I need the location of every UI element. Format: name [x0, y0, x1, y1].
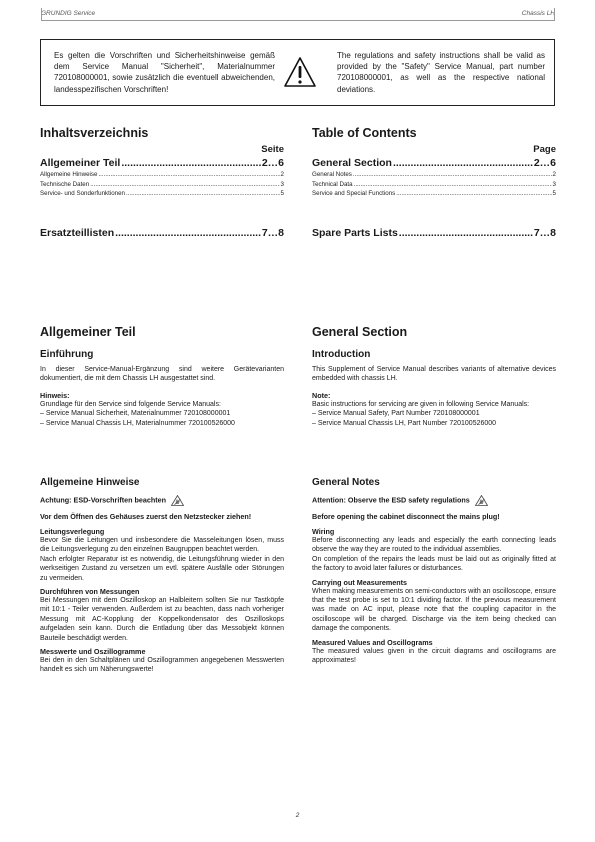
note-item: – Service Manual Chassis LH, Part Number 720100526000: [312, 419, 497, 427]
page-header: [41, 8, 555, 22]
toc-entry-pages: 7…8: [533, 227, 556, 239]
intro-text: This Supplement of Service Manual describes variants of alternative devices embedded with chassis LH.: [312, 366, 556, 383]
toc-leader-dots: [393, 157, 533, 169]
toc-item-page: 3: [280, 180, 284, 188]
esd-warning: [312, 495, 556, 506]
toc-item-page: 3: [552, 180, 556, 188]
toc-leader-dots: [126, 190, 280, 197]
toc-leader-dots: [90, 181, 279, 188]
toc-en: [312, 126, 556, 239]
toc-entry-pages: 2…6: [533, 157, 556, 169]
general-notes-de: [40, 477, 284, 675]
subsection-heading: Leitungsverlegung: [40, 527, 105, 536]
subsection-heading: Messwerte und Oszillogramme: [40, 647, 146, 657]
subsection-heading: Carrying out Measurements: [312, 577, 408, 587]
general-section-de: [40, 325, 284, 428]
toc-en-item[interactable]: [312, 171, 556, 178]
safety-notice-box: [40, 39, 555, 106]
toc-item-label: General Notes: [312, 171, 352, 178]
section-title: Allgemeiner Teil: [40, 325, 136, 339]
safety-text-de: Es gelten die Vorschriften und Sicherheitshinweise gemäß dem Service Manual "Sicherheit", Materialnummer 720108000001, sowie zusätzlich die eventuell abweichenden, landesspezifischen Vorschriften!: [54, 51, 275, 94]
header-chassis: Chassis LH: [521, 10, 555, 17]
note-text: Basic instructions for servicing are given in following Service Manuals:: [312, 400, 530, 408]
toc-entry-label: Allgemeiner Teil: [40, 157, 121, 169]
toc-en-item[interactable]: [312, 181, 556, 188]
toc-leader-dots: [396, 190, 551, 197]
toc-de-item[interactable]: [40, 190, 284, 197]
note-text: Grundlage für den Service sind folgende Service Manuals:: [40, 400, 221, 408]
page-number: 2: [295, 812, 300, 819]
toc-item-page: 5: [552, 190, 556, 197]
toc-leader-dots: [354, 181, 552, 188]
toc-item-label: Technische Daten: [40, 180, 90, 188]
body-text: Before disconnecting any leads and especially the earth connecting leads observe the way they are routed to the individual assemblies.: [312, 537, 556, 554]
body-text: Nach erfolgter Reparatur ist es notwendig, die Leitungsführung wieder in den werkseitigen Zustand zu versetzen um evtl. spätere Ausfälle oder Störungen zu vermeiden.: [40, 555, 284, 582]
intro-heading: Introduction: [312, 349, 371, 360]
header-right-tick: [554, 8, 555, 20]
safety-text-en: The regulations and safety instructions shall be valid as provided by the "Safety" Service Manual, part number 720108000001, as well as the respective national deviations.: [337, 51, 545, 94]
mains-warning: Vor dem Öffnen des Gehäuses zuerst den Netzstecker ziehen!: [40, 512, 252, 521]
notes-heading: Allgemeine Hinweise: [40, 477, 140, 488]
header-left-tick: [41, 8, 42, 20]
subsection-heading: Wiring: [312, 527, 335, 536]
toc-leader-dots: [399, 227, 533, 239]
body-text: When making measurements on semi-conductors with an oscilloscope, ensure that the test probe is set to 10:1 dividing factor. If the previous measurement was made on AC input, please note that the coupling capacitor in the oscilloscope will be charged. Discharge via the item being checked can damage the components.: [312, 587, 556, 633]
subsection-heading: Durchführen von Messungen: [40, 587, 140, 597]
header-brand: GRUNDIG Service: [41, 10, 96, 17]
toc-de-page-label: Seite: [261, 144, 284, 155]
note-item: – Service Manual Sicherheit, Materialnummer 720108000001: [40, 410, 231, 418]
toc-en-title: Table of Contents: [312, 126, 417, 140]
subsection-heading: Measured Values and Oscillograms: [312, 637, 433, 647]
toc-en-page-label: Page: [533, 144, 556, 155]
toc-en-item[interactable]: [312, 190, 556, 197]
toc-item-page: 2: [552, 171, 556, 178]
body-text: The measured values given in the circuit diagrams and oscillograms are approximates!: [312, 647, 556, 665]
toc-item-label: Technical Data: [312, 180, 353, 188]
note-heading: Note:: [312, 390, 331, 400]
toc-item-page: 5: [280, 190, 284, 197]
note-item: – Service Manual Safety, Part Number 720108000001: [312, 410, 480, 418]
toc-entry-pages: 7…8: [261, 227, 284, 239]
intro-text: In dieser Service-Manual-Ergänzung sind weitere Gerätevarianten dokumentiert, die mit dem Chassis LH ausgestattet sind.: [40, 366, 284, 383]
note-heading: Hinweis:: [40, 390, 70, 400]
toc-en-main-entry[interactable]: [312, 157, 556, 169]
toc-entry-label: Ersatzteillisten: [40, 227, 115, 239]
note-item: – Service Manual Chassis LH, Materialnummer 720100526000: [40, 419, 235, 427]
toc-item-label: Service- und Sonderfunktionen: [40, 190, 125, 197]
esd-warning-text: Attention: Observe the ESD safety regulations: [312, 495, 470, 505]
intro-heading: Einführung: [40, 349, 94, 360]
general-notes-en: [312, 477, 556, 665]
toc-de-main-entry[interactable]: [40, 157, 284, 169]
toc-item-label: Allgemeine Hinweise: [40, 171, 98, 178]
toc-de-item[interactable]: [40, 171, 284, 178]
header-rule: [41, 20, 555, 21]
toc-de-item[interactable]: [40, 181, 284, 188]
toc-de: [40, 126, 284, 239]
section-title: General Section: [312, 325, 408, 339]
toc-leader-dots: [98, 171, 279, 178]
toc-item-label: Service and Special Functions: [312, 190, 396, 197]
mains-warning: Before opening the cabinet disconnect the mains plug!: [312, 512, 500, 521]
esd-warning: [40, 495, 284, 506]
esd-warning-text: Achtung: ESD-Vorschriften beachten: [40, 495, 167, 505]
body-text: Bevor Sie die Leitungen und insbesondere die Masseleitungen lösen, muss die Leitungsverlegung zu den einzelnen Baugruppen beachtet werden.: [40, 537, 284, 554]
esd-hand-icon: [171, 495, 184, 506]
body-text: On completion of the repairs the leads must be laid out as originally fitted at the factory to avoid later failures or disturbances.: [312, 555, 556, 573]
toc-entry-label: General Section: [312, 157, 392, 169]
toc-leader-dots: [353, 171, 552, 178]
toc-de-title: Inhaltsverzeichnis: [40, 126, 149, 140]
esd-hand-icon: [475, 495, 488, 506]
toc-de-spare-entry[interactable]: [40, 227, 284, 239]
notes-heading: General Notes: [312, 477, 380, 488]
toc-en-spare-entry[interactable]: [312, 227, 556, 239]
general-section-en: [312, 325, 556, 428]
toc-entry-pages: 2…6: [261, 157, 284, 169]
body-text: Bei Messungen mit dem Oszilloskop an Halbleitern sollten Sie nur Tastköpfe mit 10:1 - Teiler verwenden. Außerdem ist zu beachten, dass nach vorheriger Messung mit AC-Kopplung der Koppelkondensator des Oszilloskops aufgeladen sein kann. Durch die Entladung über das Messobjekt können Bauteile beschädigt werden.: [40, 597, 284, 642]
toc-leader-dots: [115, 227, 261, 239]
toc-item-page: 2: [280, 171, 284, 178]
toc-entry-label: Spare Parts Lists: [312, 227, 398, 239]
warning-triangle-icon: [283, 56, 317, 88]
toc-leader-dots: [121, 157, 260, 169]
body-text: Bei den in den Schaltplänen und Oszillogrammen angegebenen Messwerten handelt es sich um Näherungswerte!: [40, 657, 284, 674]
